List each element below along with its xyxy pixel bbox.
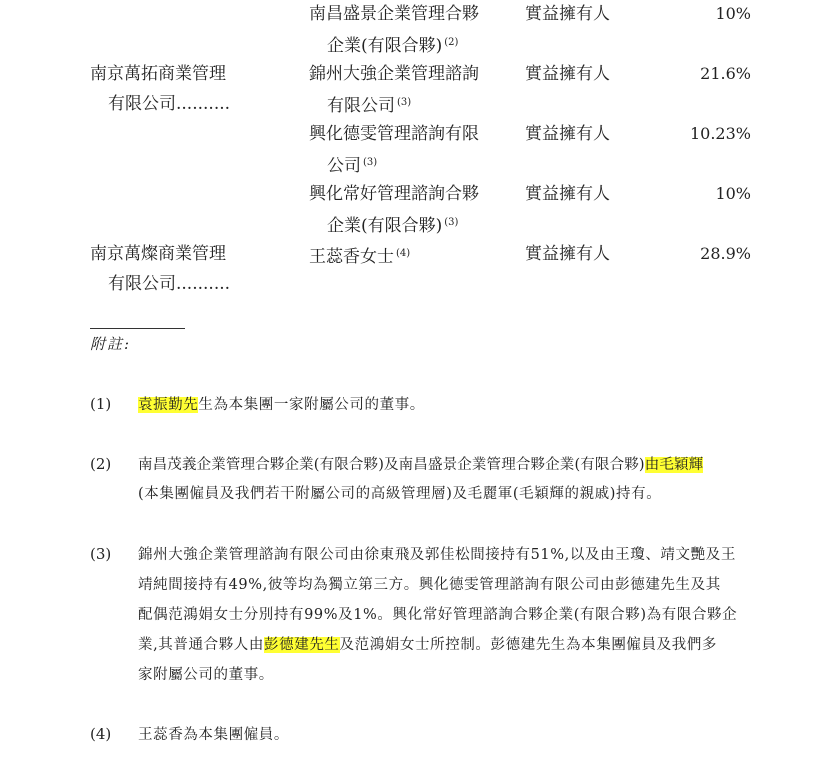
highlighted-text: 袁振勤先 xyxy=(138,397,199,413)
holder-line: 公司 $^{(3)}$ xyxy=(327,156,378,176)
holder-line: 錦州大強企業管理諮詢 xyxy=(309,64,479,84)
percentage: 28.9% xyxy=(700,244,751,263)
percentage: 10% xyxy=(715,184,751,203)
percentage: 10% xyxy=(715,4,751,23)
holder-line: 興化常好管理諮詢合夥 xyxy=(309,184,479,204)
note-line: 王蕊香為本集團僱員。 xyxy=(138,727,289,743)
holder-line: 有限公司 $^{(3)}$ xyxy=(327,96,412,116)
footnote-ref: (3) xyxy=(363,157,378,168)
note-number: (4) xyxy=(90,725,112,743)
note-line: 南昌茂義企業管理合夥企業(有限合夥)及南昌盛景企業管理合夥企業(有限合夥)由毛穎輝 xyxy=(138,457,704,473)
highlighted-text: 由毛穎輝 xyxy=(644,457,704,473)
company-name-line: 有限公司.......... xyxy=(108,94,231,114)
holder-line: 企業(有限合夥) $^{(2)}$ xyxy=(327,36,459,56)
footnote-ref: (3) xyxy=(444,217,459,228)
percentage: 21.6% xyxy=(700,64,751,83)
highlighted-text: 彭德建先生 xyxy=(264,637,340,653)
notes-divider xyxy=(90,328,185,329)
company-name-line: 南京萬燦商業管理 xyxy=(90,244,226,264)
nature-of-interest: 實益擁有人 xyxy=(525,244,610,264)
note-line: 袁振勤先生為本集團一家附屬公司的董事。 xyxy=(138,397,425,413)
nature-of-interest: 實益擁有人 xyxy=(525,184,610,204)
nature-of-interest: 實益擁有人 xyxy=(525,124,610,144)
note-number: (2) xyxy=(90,455,112,473)
holder-line: 企業(有限合夥) $^{(3)}$ xyxy=(327,216,459,236)
nature-of-interest: 實益擁有人 xyxy=(525,64,610,84)
note-line: 家附屬公司的董事。 xyxy=(138,667,274,683)
percentage: 10.23% xyxy=(689,124,751,143)
holder-line: 王蕊香女士 $^{(4)}$ xyxy=(309,247,411,267)
nature-of-interest: 實益擁有人 xyxy=(525,4,610,24)
note-line: (本集團僱員及我們若干附屬公司的高級管理層)及毛麗軍(毛穎輝的親戚)持有。 xyxy=(138,486,662,502)
note-number: (3) xyxy=(90,545,112,563)
footnote-ref: (2) xyxy=(444,37,459,48)
company-name-line: 有限公司.......... xyxy=(108,274,231,294)
holder-line: 興化德雯管理諮詢有限 xyxy=(309,124,479,144)
footnote-ref: (4) xyxy=(396,248,411,259)
note-number: (1) xyxy=(90,395,112,413)
footnote-ref: (3) xyxy=(397,97,412,108)
note-line: 配偶范鴻娟女士分別持有99%及1%。興化常好管理諮詢合夥企業(有限合夥)為有限合夥企 xyxy=(138,607,738,623)
company-name-line: 南京萬拓商業管理 xyxy=(90,64,226,84)
note-line: 業,其普通合夥人由彭德建先生及范鴻娟女士所控制。彭德建先生為本集團僱員及我們多 xyxy=(138,637,718,653)
notes-title: 附註: xyxy=(90,335,132,353)
note-line: 錦州大強企業管理諮詢有限公司由徐東飛及郭佳松間接持有51%,以及由王瓊、靖文艷及王 xyxy=(138,547,736,563)
holder-line: 南昌盛景企業管理合夥 xyxy=(309,4,479,24)
note-line: 靖純間接持有49%,彼等均為獨立第三方。興化德雯管理諮詢有限公司由彭德建先生及其 xyxy=(138,577,721,593)
